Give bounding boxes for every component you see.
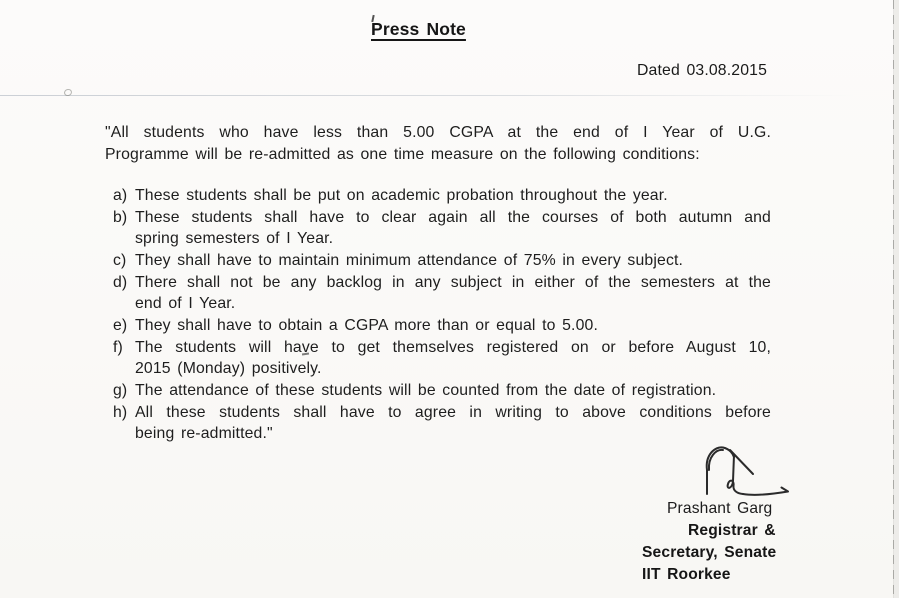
signatory-role-secretary: Secretary, Senate: [642, 544, 777, 561]
signatory-name: Prashant Garg: [667, 500, 773, 517]
condition-text: They shall have to obtain a CGPA more than or equal to 5.00.: [135, 317, 598, 334]
condition-label: g): [113, 382, 128, 399]
signatory-role-registrar: Registrar &: [688, 522, 776, 539]
condition-label: b): [113, 209, 128, 226]
condition-label: c): [113, 252, 127, 269]
date-line: Dated 03.08.2015: [637, 62, 768, 79]
condition-text: The attendance of these students will be counted from the date of registration.: [135, 382, 717, 399]
intro-line-2: Programme will be re-admitted as one time measure on the following conditions:: [105, 146, 700, 163]
scan-line-artifact: [0, 95, 855, 96]
condition-item-h: [105, 402, 771, 444]
condition-text: The students will have to get themselves registered on or before August 10, 2015 (Monday) positively.: [135, 339, 771, 377]
condition-text: All these students shall have to agree in writing to above conditions before being re-admitted.": [135, 404, 771, 442]
conditions-list: [105, 185, 771, 445]
condition-label: h): [113, 404, 128, 421]
condition-item-a: [105, 185, 771, 206]
condition-item-f: [105, 337, 771, 379]
page-edge-strip: [894, 0, 899, 598]
condition-label: e): [113, 317, 128, 334]
document-title: Press Note: [371, 19, 466, 39]
condition-text: There shall not be any backlog in any subject in either of the semesters at the end of I Year.: [135, 274, 771, 312]
signatory-org: IIT Roorkee: [642, 566, 731, 583]
condition-item-g: [105, 380, 771, 401]
condition-label: a): [113, 187, 128, 204]
condition-item-e: [105, 315, 771, 336]
condition-text: They shall have to maintain minimum attendance of 75% in every subject.: [135, 252, 684, 269]
signature-scribble: [697, 444, 797, 500]
condition-text: These students shall have to clear again all the courses of both autumn and spring semesters of I Year.: [135, 209, 771, 247]
condition-label: f): [113, 339, 123, 356]
condition-item-d: [105, 272, 771, 314]
intro-line-1: "All students who have less than 5.00 CGPA at the end of I Year of U.G.: [105, 124, 771, 141]
intro-paragraph: [105, 122, 771, 166]
condition-label: d): [113, 274, 128, 291]
condition-item-c: [105, 250, 771, 271]
page-edge-line: [893, 0, 894, 598]
condition-item-b: [105, 207, 771, 249]
condition-text: These students shall be put on academic probation throughout the year.: [135, 187, 668, 204]
